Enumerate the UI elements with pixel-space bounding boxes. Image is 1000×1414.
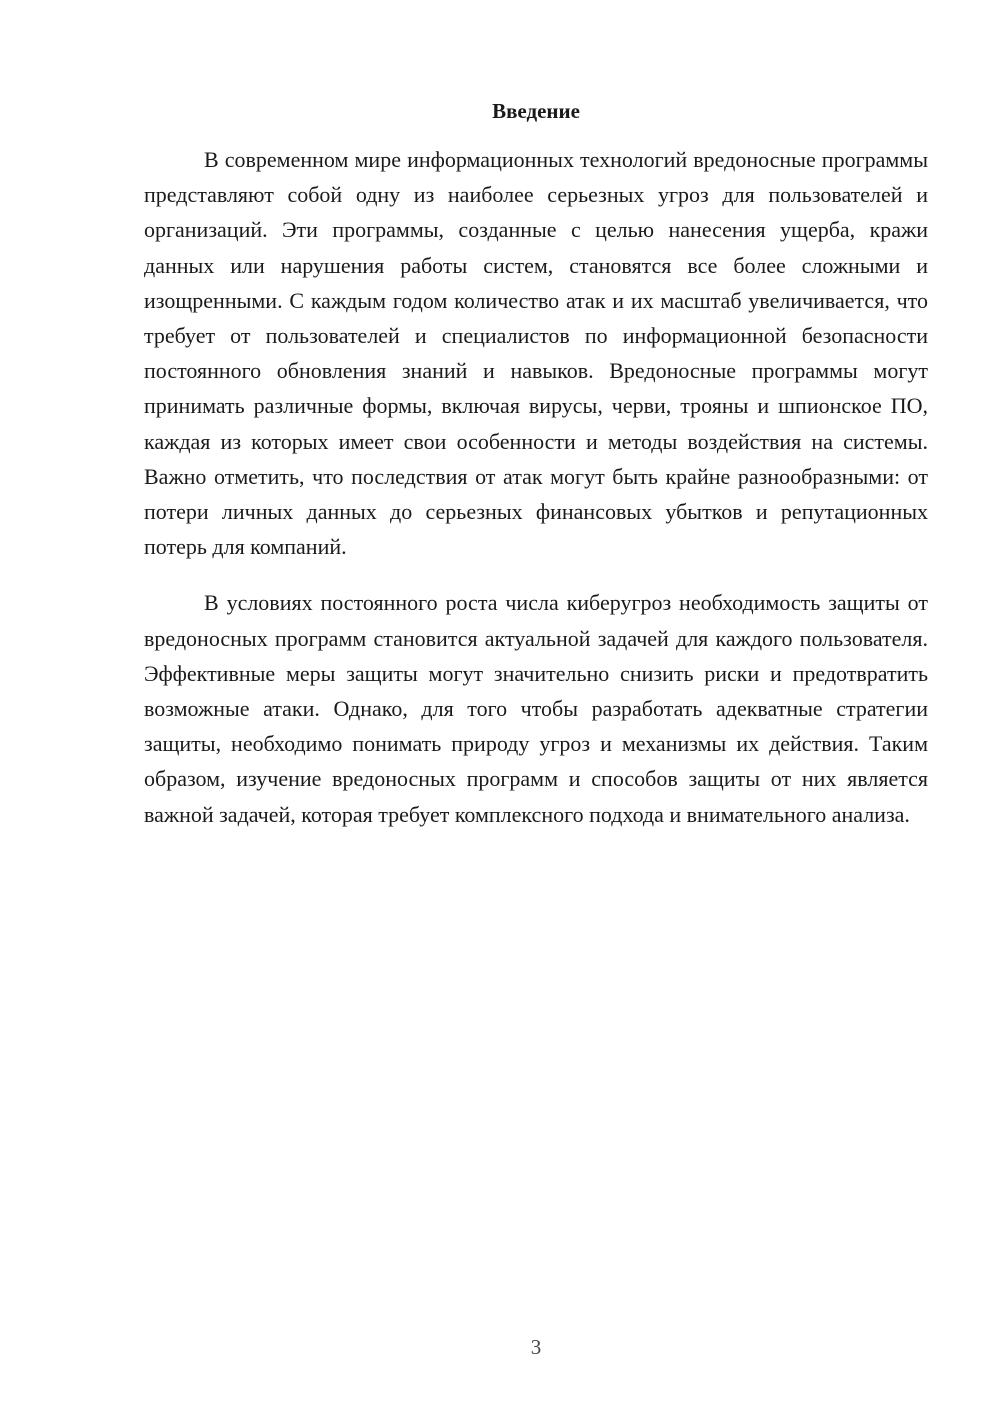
paragraph-2: В условиях постоянного роста числа киберугроз необходимость защиты от вредоносных программ становится актуальной задачей для каждого пользователя. Эффективные меры защиты могут значительно снизить риски и предотвратить возможные атаки. Однако, для того чтобы разработать адекватные стратегии защиты, необходимо понимать природу угроз и механизмы их действия. Таким образом, изучение вредоносных программ и способов защиты от них является важной задачей, которая требует комплексного подхода и внимательного анализа. (144, 590, 928, 827)
section-title: Введение (492, 99, 580, 123)
body-text (144, 142, 928, 832)
paragraph-1: В современном мире информационных технологий вредоносные программы представляют собой одну из наиболее серьезных угроз для пользователей и организаций. Эти программы, созданные с целью нанесения ущерба, кражи данных или нарушения работы систем, становятся все более сложными и изощренными. С каждым годом количество атак и их масштаб увеличивается, что требует от пользователей и специалистов по информационной безопасности постоянного обновления знаний и навыков. Вредоносные программы могут принимать различные формы, включая вирусы, черви, трояны и шпионское ПО, каждая из которых имеет свои особенности и методы воздействия на системы. Важно отметить, что последствия от атак могут быть крайне разнообразными: от потери личных данных до серьезных финансовых убытков и репутационных потерь для компаний. (144, 147, 928, 560)
page-number: 3 (530, 1335, 542, 1359)
